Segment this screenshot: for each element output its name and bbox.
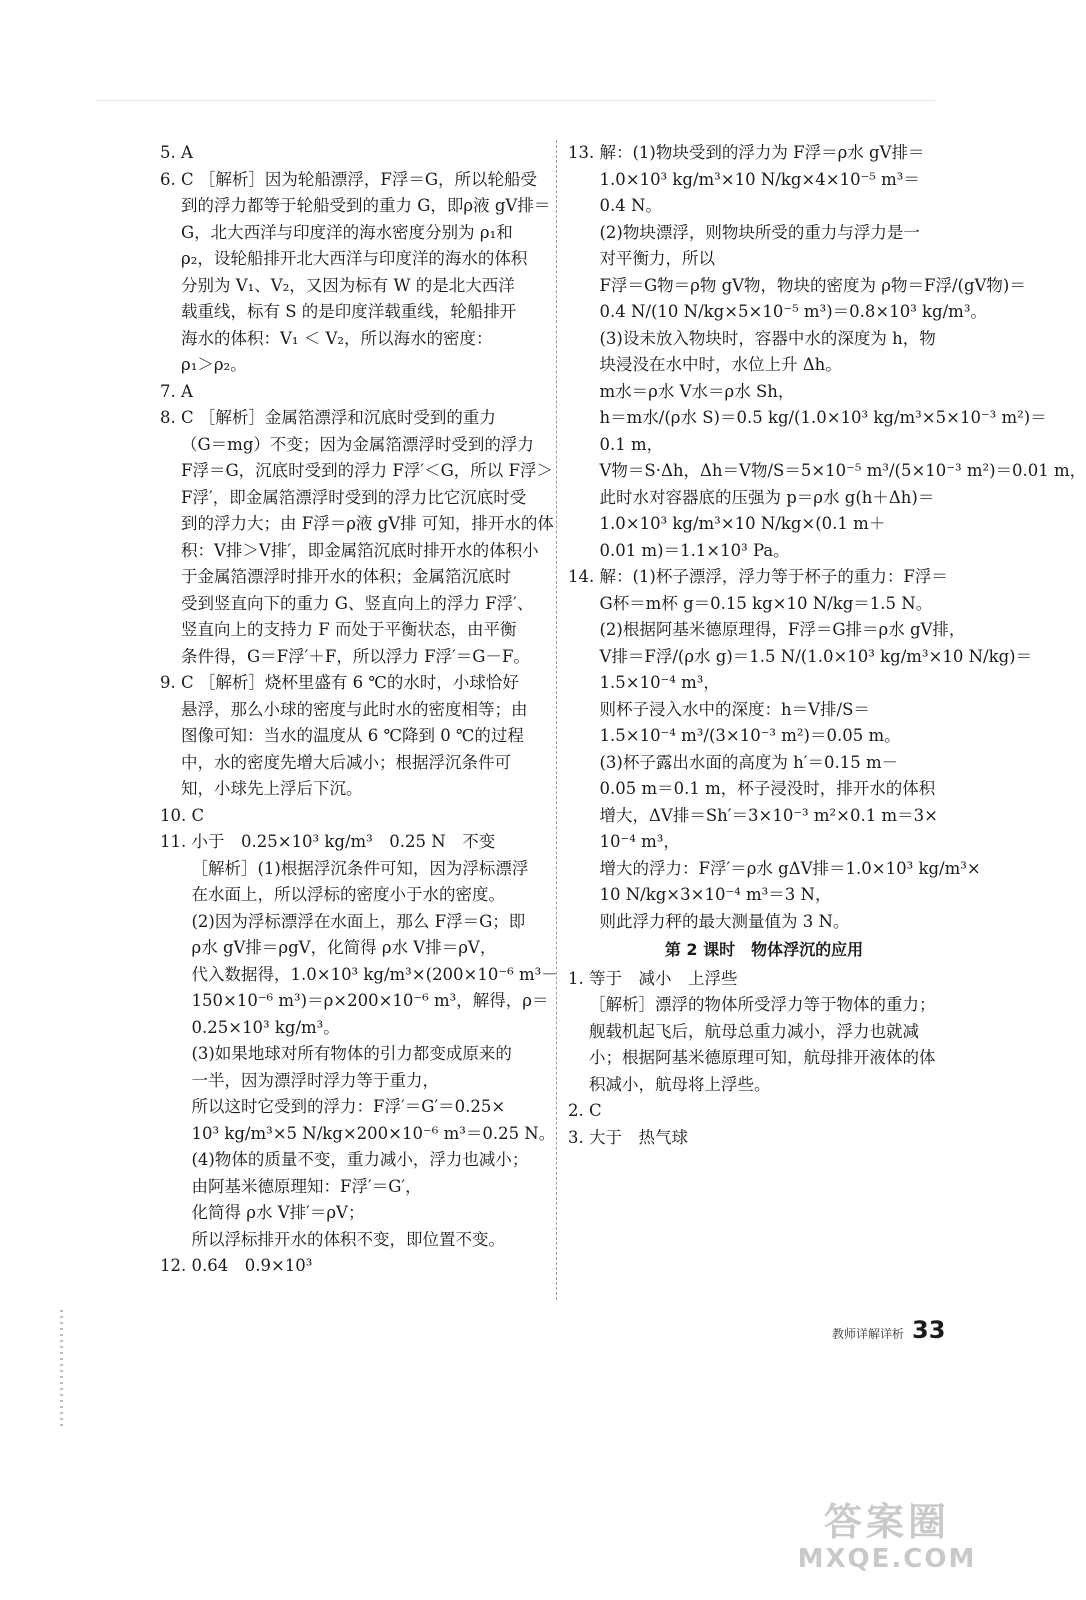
text-line: C ［解析］烧杯里盛有 6 ℃的水时，小球恰好 (181, 673, 519, 692)
text-line: 增大的浮力：F浮′＝ρ水 gΔV排＝1.0×10³ kg/m³× (599, 858, 981, 878)
answer-item (568, 1098, 960, 1125)
page-footer (832, 1316, 945, 1344)
text-line: m水＝ρ水 V水＝ρ水 Sh， (599, 381, 795, 401)
text-line: ρ₂，设轮船排开北大西洋与印度洋的海水的体积 (181, 249, 528, 268)
item-body (181, 670, 552, 803)
text-line: 0.64 0.9×10³ (191, 1256, 313, 1275)
text-line: 受到竖直向下的重力 G、竖直向上的浮力 F浮′、 (181, 593, 534, 613)
text-line: 到的浮力都等于轮船受到的重力 G，即ρ液 gV排＝ (181, 196, 551, 215)
text-line: 积减小，航母将上浮些。 (589, 1074, 771, 1094)
answer-item (160, 167, 552, 379)
item-number: 10. (160, 805, 192, 825)
text-line: 所以这时它受到的浮力：F浮′＝G′＝0.25× (191, 1097, 506, 1116)
text-line: 块浸没在水中时，水位上升 Δh。 (599, 355, 842, 374)
item-body (192, 803, 553, 830)
text-line: ［解析］(1)根据浮沉条件可知，因为浮标漂浮 (191, 858, 529, 878)
item-body (589, 1125, 960, 1152)
item-number: 1. (568, 968, 589, 988)
right-answers (568, 140, 1086, 935)
text-line: (2)因为浮标漂浮在水面上，那么 F浮＝G；即 (191, 911, 526, 931)
text-line: ［解析］漂浮的物体所受浮力等于物体的重力； (589, 995, 936, 1014)
text-line: C (589, 1101, 602, 1120)
text-line: 舰载机起飞后，航母总重力减小，浮力也就减 (589, 1021, 919, 1041)
text-line: (2)根据阿基米德原理得，F浮＝G排＝ρ水 gV排， (599, 620, 966, 639)
text-line: h＝m水/(ρ水 S)＝0.5 kg/(1.0×10³ kg/m³×5×10⁻³ m²)＝ (599, 408, 1047, 427)
text-line: F浮′，即金属箔漂浮时受到的浮力比它沉底时受 (181, 487, 527, 507)
text-line: 于金属箔漂浮时排开水的体积；金属箔沉底时 (181, 567, 511, 586)
item-number: 11. (160, 832, 192, 851)
text-line: C (191, 805, 205, 825)
text-line: 积：V排＞V排′，即金属箔沉底时排开水的体积小 (181, 540, 539, 560)
text-line: 竖直向上的支持力 F 而处于平衡状态，由平衡 (181, 620, 517, 639)
answer-item (568, 966, 960, 1099)
text-line: 一半，因为漂浮时浮力等于重力， (191, 1070, 439, 1090)
text-line: 此时水对容器底的压强为 p＝ρ水 g(h＋Δh)＝ (599, 487, 935, 507)
answer-item (568, 140, 1086, 564)
left-column (160, 140, 558, 1280)
text-line: 代入数据得，1.0×10³ kg/m³×(200×10⁻⁶ m³－ (191, 964, 558, 984)
text-line: 1.5×10⁻⁴ m³/(3×10⁻³ m²)＝0.05 m。 (599, 726, 901, 745)
text-line: C ［解析］因为轮船漂浮，F浮＝G，所以轮船受 (181, 169, 537, 189)
footer-label: 教师详解详析 (832, 1327, 905, 1341)
text-line: 1.0×10³ kg/m³×10 N/kg×4×10⁻⁵ m³＝ (599, 169, 920, 189)
watermark-logo (792, 1500, 982, 1580)
text-line: V物＝S·Δh，Δh＝V物/S＝5×10⁻⁵ m³/(5×10⁻³ m²)＝0.01 m， (599, 461, 1086, 480)
text-line: G杯＝m杯 g＝0.15 kg×10 N/kg＝1.5 N。 (599, 593, 933, 613)
item-body (600, 140, 1086, 564)
text-line: 解：(1)物块受到的浮力为 F浮＝ρ水 gV排＝ (599, 143, 925, 162)
text-line: 解：(1)杯子漂浮，浮力等于杯子的重力：F浮＝ (599, 567, 948, 586)
answer-item (160, 140, 552, 167)
answer-item (160, 670, 552, 803)
text-line: 1.5×10⁻⁴ m³， (599, 673, 720, 692)
text-line: G，北大西洋与印度洋的海水密度分别为 ρ₁和 (181, 222, 513, 242)
item-number: 3. (568, 1127, 589, 1147)
text-line: 由阿基米德原理知：F浮′＝G′， (191, 1176, 422, 1196)
text-line: (3)设未放入物块时，容器中水的深度为 h，物 (599, 328, 936, 348)
item-body (192, 1253, 553, 1280)
column-divider (556, 140, 557, 1300)
text-line: 0.1 m， (599, 434, 664, 454)
text-line: 在水面上，所以浮标的密度小于水的密度。 (191, 885, 505, 904)
text-line: 小于 0.25×10³ kg/m³ 0.25 N 不变 (191, 832, 496, 851)
item-body (181, 405, 554, 670)
text-line: 中，水的密度先增大后减小；根据浮沉条件可 (181, 752, 511, 772)
item-number: 7. (160, 381, 181, 401)
text-line: ρ水 gV排＝ρgV，化简得 ρ水 V排＝ρV， (191, 938, 497, 957)
text-line: (2)物块漂浮，则物块所受的重力与浮力是一 (599, 222, 920, 242)
text-line: 海水的体积：V₁ ＜ V₂，所以海水的密度： (181, 328, 493, 348)
watermark-text: 答案圈 (823, 1500, 950, 1544)
scan-edge-mark (60, 1310, 63, 1430)
item-number: 14. (568, 567, 600, 586)
item-body (589, 1098, 960, 1125)
watermark-url: MXQE.COM (797, 1544, 977, 1574)
text-line: 10⁻⁴ m³， (599, 832, 680, 851)
text-line: (3)杯子露出水面的高度为 h′＝0.15 m－ (599, 752, 899, 772)
item-number: 13. (568, 143, 600, 162)
answer-item (160, 379, 552, 406)
text-line: 150×10⁻⁶ m³)＝ρ×200×10⁻⁶ m³，解得，ρ＝ (191, 991, 549, 1010)
section-title: 第 2 课时 物体浮沉的应用 (664, 940, 864, 959)
text-line: 知，小球先上浮后下沉。 (181, 779, 363, 798)
text-line: A (181, 143, 193, 162)
answer-item (160, 829, 558, 1253)
text-line: 0.05 m＝0.1 m，杯子浸没时，排开水的体积 (599, 779, 936, 798)
item-number: 8. (160, 408, 181, 427)
item-body (600, 564, 1033, 935)
text-line: 1.0×10³ kg/m³×10 N/kg×(0.1 m＋ (599, 514, 886, 533)
text-line: （G＝mg）不变；因为金属箔漂浮时受到的浮力 (181, 434, 534, 454)
text-line: 0.01 m)＝1.1×10³ Pa。 (599, 540, 790, 560)
page-number: 33 (912, 1316, 946, 1344)
answer-item (568, 564, 1033, 935)
text-line: 载重线，标有 S 的是印度洋载重线，轮船排开 (181, 302, 517, 321)
text-line: 所以浮标排开水的体积不变，即位置不变。 (191, 1229, 505, 1249)
item-body (181, 140, 552, 167)
text-line: 0.4 N/(10 N/kg×5×10⁻⁵ m³)＝0.8×10³ kg/m³。 (599, 302, 987, 321)
text-line: 0.4 N。 (599, 196, 662, 215)
text-line: 10 N/kg×3×10⁻⁴ m³＝3 N， (599, 885, 832, 904)
text-line: A (181, 381, 193, 401)
text-line: 则杯子浸入水中的深度：h＝V排/S＝ (599, 699, 870, 719)
item-body (181, 379, 552, 406)
text-line: F浮＝G物＝ρ物 gV物，物块的密度为 ρ物＝F浮/(gV物)＝ (599, 275, 1026, 295)
text-line: 0.25×10³ kg/m³。 (191, 1017, 340, 1037)
text-line: 悬浮，那么小球的密度与此时水的密度相等；由 (181, 699, 528, 719)
item-body (181, 167, 552, 379)
item-number: 9. (160, 673, 181, 692)
text-line: (4)物体的质量不变，重力减小，浮力也减小； (191, 1150, 529, 1169)
text-line: (3)如果地球对所有物体的引力都变成原来的 (191, 1044, 512, 1063)
item-body (192, 829, 558, 1253)
text-line: 10³ kg/m³×5 N/kg×200×10⁻⁶ m³＝0.25 N。 (191, 1123, 556, 1143)
text-line: C ［解析］金属箔漂浮和沉底时受到的重力 (181, 408, 496, 427)
section-answers (568, 966, 960, 1152)
item-number: 6. (160, 169, 181, 189)
text-line: 分别为 V₁、V₂，又因为标有 W 的是北大西洋 (181, 275, 515, 295)
text-line: 大于 热气球 (589, 1127, 688, 1147)
text-line: 则此浮力秤的最大测量值为 3 N。 (599, 911, 850, 931)
text-line: 对平衡力，所以 (599, 249, 715, 268)
text-line: 条件得，G＝F浮′＋F，所以浮力 F浮′＝G－F。 (181, 646, 530, 666)
text-line: 图像可知：当水的温度从 6 ℃降到 0 ℃的过程 (181, 726, 524, 745)
text-line: 小；根据阿基米德原理可知，航母排开液体的体 (589, 1048, 936, 1067)
item-number: 2. (568, 1101, 589, 1120)
answer-item (568, 1125, 960, 1152)
text-line: F浮＝G，沉底时受到的浮力 F浮′＜G，所以 F浮＞ (181, 461, 553, 480)
answer-item (160, 803, 552, 830)
answer-item (160, 1253, 552, 1280)
item-number: 12. (160, 1256, 192, 1275)
text-line: 到的浮力大；由 F浮＝ρ液 gV排 可知，排开水的体 (181, 514, 554, 533)
text-line: 等于 减小 上浮些 (589, 968, 738, 988)
text-line: V排＝F浮/(ρ水 g)＝1.5 N/(1.0×10³ kg/m³×10 N/kg)＝ (599, 646, 1033, 666)
top-rule (95, 100, 935, 101)
text-line: 增大，ΔV排＝Sh′＝3×10⁻³ m²×0.1 m＝3× (599, 805, 938, 825)
right-column (568, 140, 1086, 1151)
item-number: 5. (160, 143, 181, 162)
item-body (589, 966, 960, 1099)
text-line: ρ₁＞ρ₂。 (181, 355, 247, 374)
text-line: 化简得 ρ水 V排′＝ρV； (191, 1203, 365, 1222)
answer-item (160, 405, 552, 670)
